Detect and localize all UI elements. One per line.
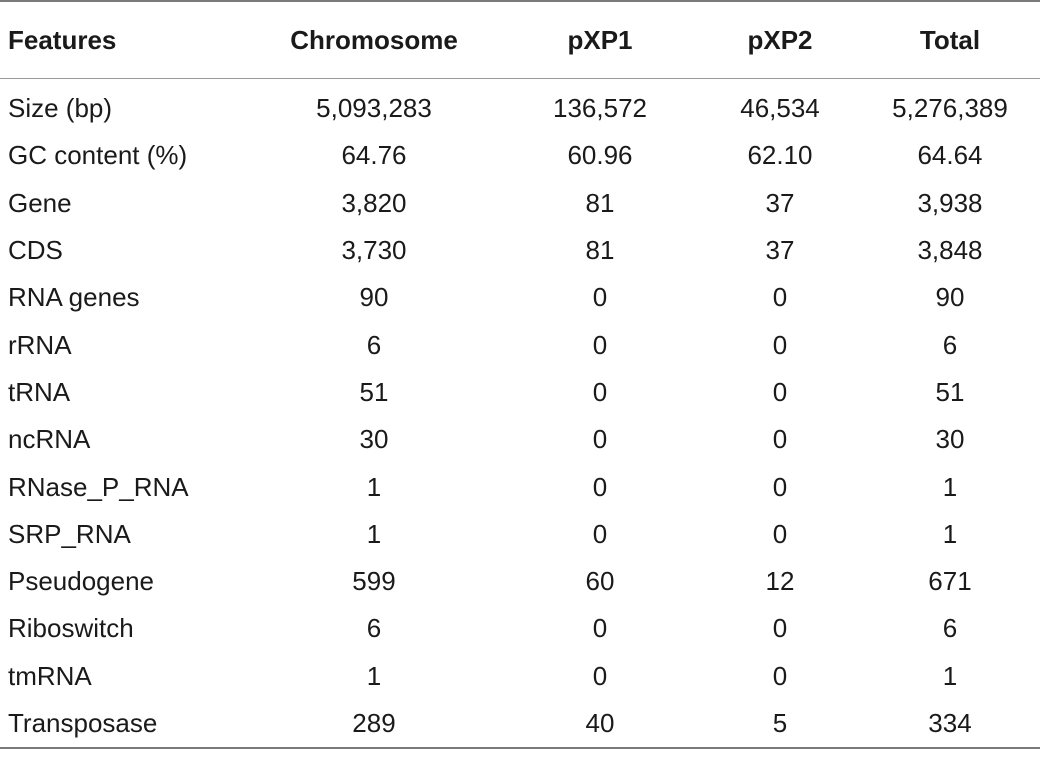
cell-features: RNA genes bbox=[8, 282, 140, 313]
cell-chromosome: 599 bbox=[352, 566, 396, 597]
header-pxp2: pXP2 bbox=[700, 1, 860, 79]
cell-total: 51 bbox=[935, 376, 965, 407]
cell-total: 3,848 bbox=[917, 235, 983, 266]
cell-features: rRNA bbox=[8, 329, 72, 360]
cell-pxp2: 46,534 bbox=[740, 93, 820, 124]
cell-pxp1: 136,572 bbox=[553, 93, 647, 124]
cell-features: Riboswitch bbox=[8, 613, 134, 644]
cell-pxp2: 0 bbox=[772, 518, 788, 549]
cell-total: 6 bbox=[942, 329, 958, 360]
cell-chromosome: 30 bbox=[359, 424, 389, 455]
cell-chromosome: 3,730 bbox=[341, 235, 407, 266]
cell-features: tmRNA bbox=[8, 660, 92, 691]
cell-features: Size (bp) bbox=[8, 93, 113, 124]
table-row bbox=[0, 85, 1040, 132]
cell-pxp2: 12 bbox=[765, 566, 795, 597]
table-row bbox=[0, 416, 1040, 463]
cell-pxp1: 81 bbox=[585, 235, 615, 266]
cell-chromosome: 6 bbox=[366, 613, 382, 644]
cell-chromosome: 1 bbox=[366, 518, 382, 549]
table-row bbox=[0, 653, 1040, 700]
cell-features: GC content (%) bbox=[8, 140, 188, 171]
cell-pxp1: 0 bbox=[592, 471, 608, 502]
cell-features: CDS bbox=[8, 235, 63, 266]
cell-pxp2: 0 bbox=[772, 613, 788, 644]
table-row bbox=[0, 511, 1040, 558]
table-row bbox=[0, 558, 1040, 605]
cell-pxp1: 60.96 bbox=[567, 140, 633, 171]
table-row bbox=[0, 700, 1040, 748]
table-row bbox=[0, 321, 1040, 368]
cell-pxp1: 0 bbox=[592, 613, 608, 644]
cell-chromosome: 64.76 bbox=[341, 140, 407, 171]
cell-pxp1: 60 bbox=[585, 566, 615, 597]
cell-features: tRNA bbox=[8, 376, 71, 407]
header-pxp1: pXP1 bbox=[500, 1, 700, 79]
table-row bbox=[0, 274, 1040, 321]
cell-pxp2: 5 bbox=[700, 700, 860, 748]
cell-pxp2: 0 bbox=[772, 329, 788, 360]
cell-pxp1: 81 bbox=[585, 187, 615, 218]
header-total: Total bbox=[860, 1, 1040, 79]
cell-total: 30 bbox=[935, 424, 965, 455]
cell-features: Gene bbox=[8, 187, 72, 218]
table-row bbox=[0, 463, 1040, 510]
table-body bbox=[0, 79, 1040, 749]
cell-chromosome: 1 bbox=[366, 471, 382, 502]
header-features: Features bbox=[0, 1, 248, 79]
table-row bbox=[0, 605, 1040, 652]
cell-pxp1: 0 bbox=[592, 282, 608, 313]
cell-total: 1 bbox=[942, 471, 958, 502]
cell-pxp2: 37 bbox=[765, 187, 795, 218]
cell-chromosome: 51 bbox=[359, 376, 389, 407]
table-row bbox=[0, 227, 1040, 274]
cell-features: SRP_RNA bbox=[8, 518, 131, 549]
cell-pxp2: 0 bbox=[772, 660, 788, 691]
cell-chromosome: 90 bbox=[359, 282, 389, 313]
cell-total: 3,938 bbox=[917, 187, 983, 218]
cell-features: Pseudogene bbox=[8, 566, 155, 597]
header-row bbox=[0, 1, 1040, 79]
cell-pxp2: 0 bbox=[772, 424, 788, 455]
cell-chromosome: 6 bbox=[366, 329, 382, 360]
table-header bbox=[0, 1, 1040, 79]
cell-pxp2: 0 bbox=[772, 471, 788, 502]
cell-total: 64.64 bbox=[917, 140, 983, 171]
cell-pxp2: 0 bbox=[772, 282, 788, 313]
cell-total: 671 bbox=[928, 566, 972, 597]
cell-pxp1: 0 bbox=[592, 424, 608, 455]
cell-pxp1: 0 bbox=[592, 518, 608, 549]
cell-features: Transposase bbox=[0, 700, 248, 748]
cell-total: 90 bbox=[935, 282, 965, 313]
cell-features: ncRNA bbox=[8, 424, 91, 455]
cell-total: 1 bbox=[942, 518, 958, 549]
cell-pxp2: 62.10 bbox=[747, 140, 813, 171]
cell-total: 1 bbox=[942, 660, 958, 691]
cell-chromosome: 3,820 bbox=[341, 187, 407, 218]
cell-chromosome: 1 bbox=[366, 660, 382, 691]
cell-total: 334 bbox=[860, 700, 1040, 748]
cell-total: 5,276,389 bbox=[892, 93, 1008, 124]
table-row bbox=[0, 369, 1040, 416]
cell-chromosome: 5,093,283 bbox=[316, 93, 432, 124]
cell-chromosome: 289 bbox=[248, 700, 500, 748]
cell-total: 6 bbox=[942, 613, 958, 644]
cell-features: RNase_P_RNA bbox=[8, 471, 189, 502]
cell-pxp1: 0 bbox=[592, 376, 608, 407]
table-row bbox=[0, 180, 1040, 227]
table-row bbox=[0, 132, 1040, 179]
cell-pxp1: 0 bbox=[592, 660, 608, 691]
header-chromosome: Chromosome bbox=[248, 1, 500, 79]
cell-pxp2: 37 bbox=[765, 235, 795, 266]
cell-pxp2: 0 bbox=[772, 376, 788, 407]
cell-pxp1: 40 bbox=[500, 700, 700, 748]
cell-pxp1: 0 bbox=[592, 329, 608, 360]
